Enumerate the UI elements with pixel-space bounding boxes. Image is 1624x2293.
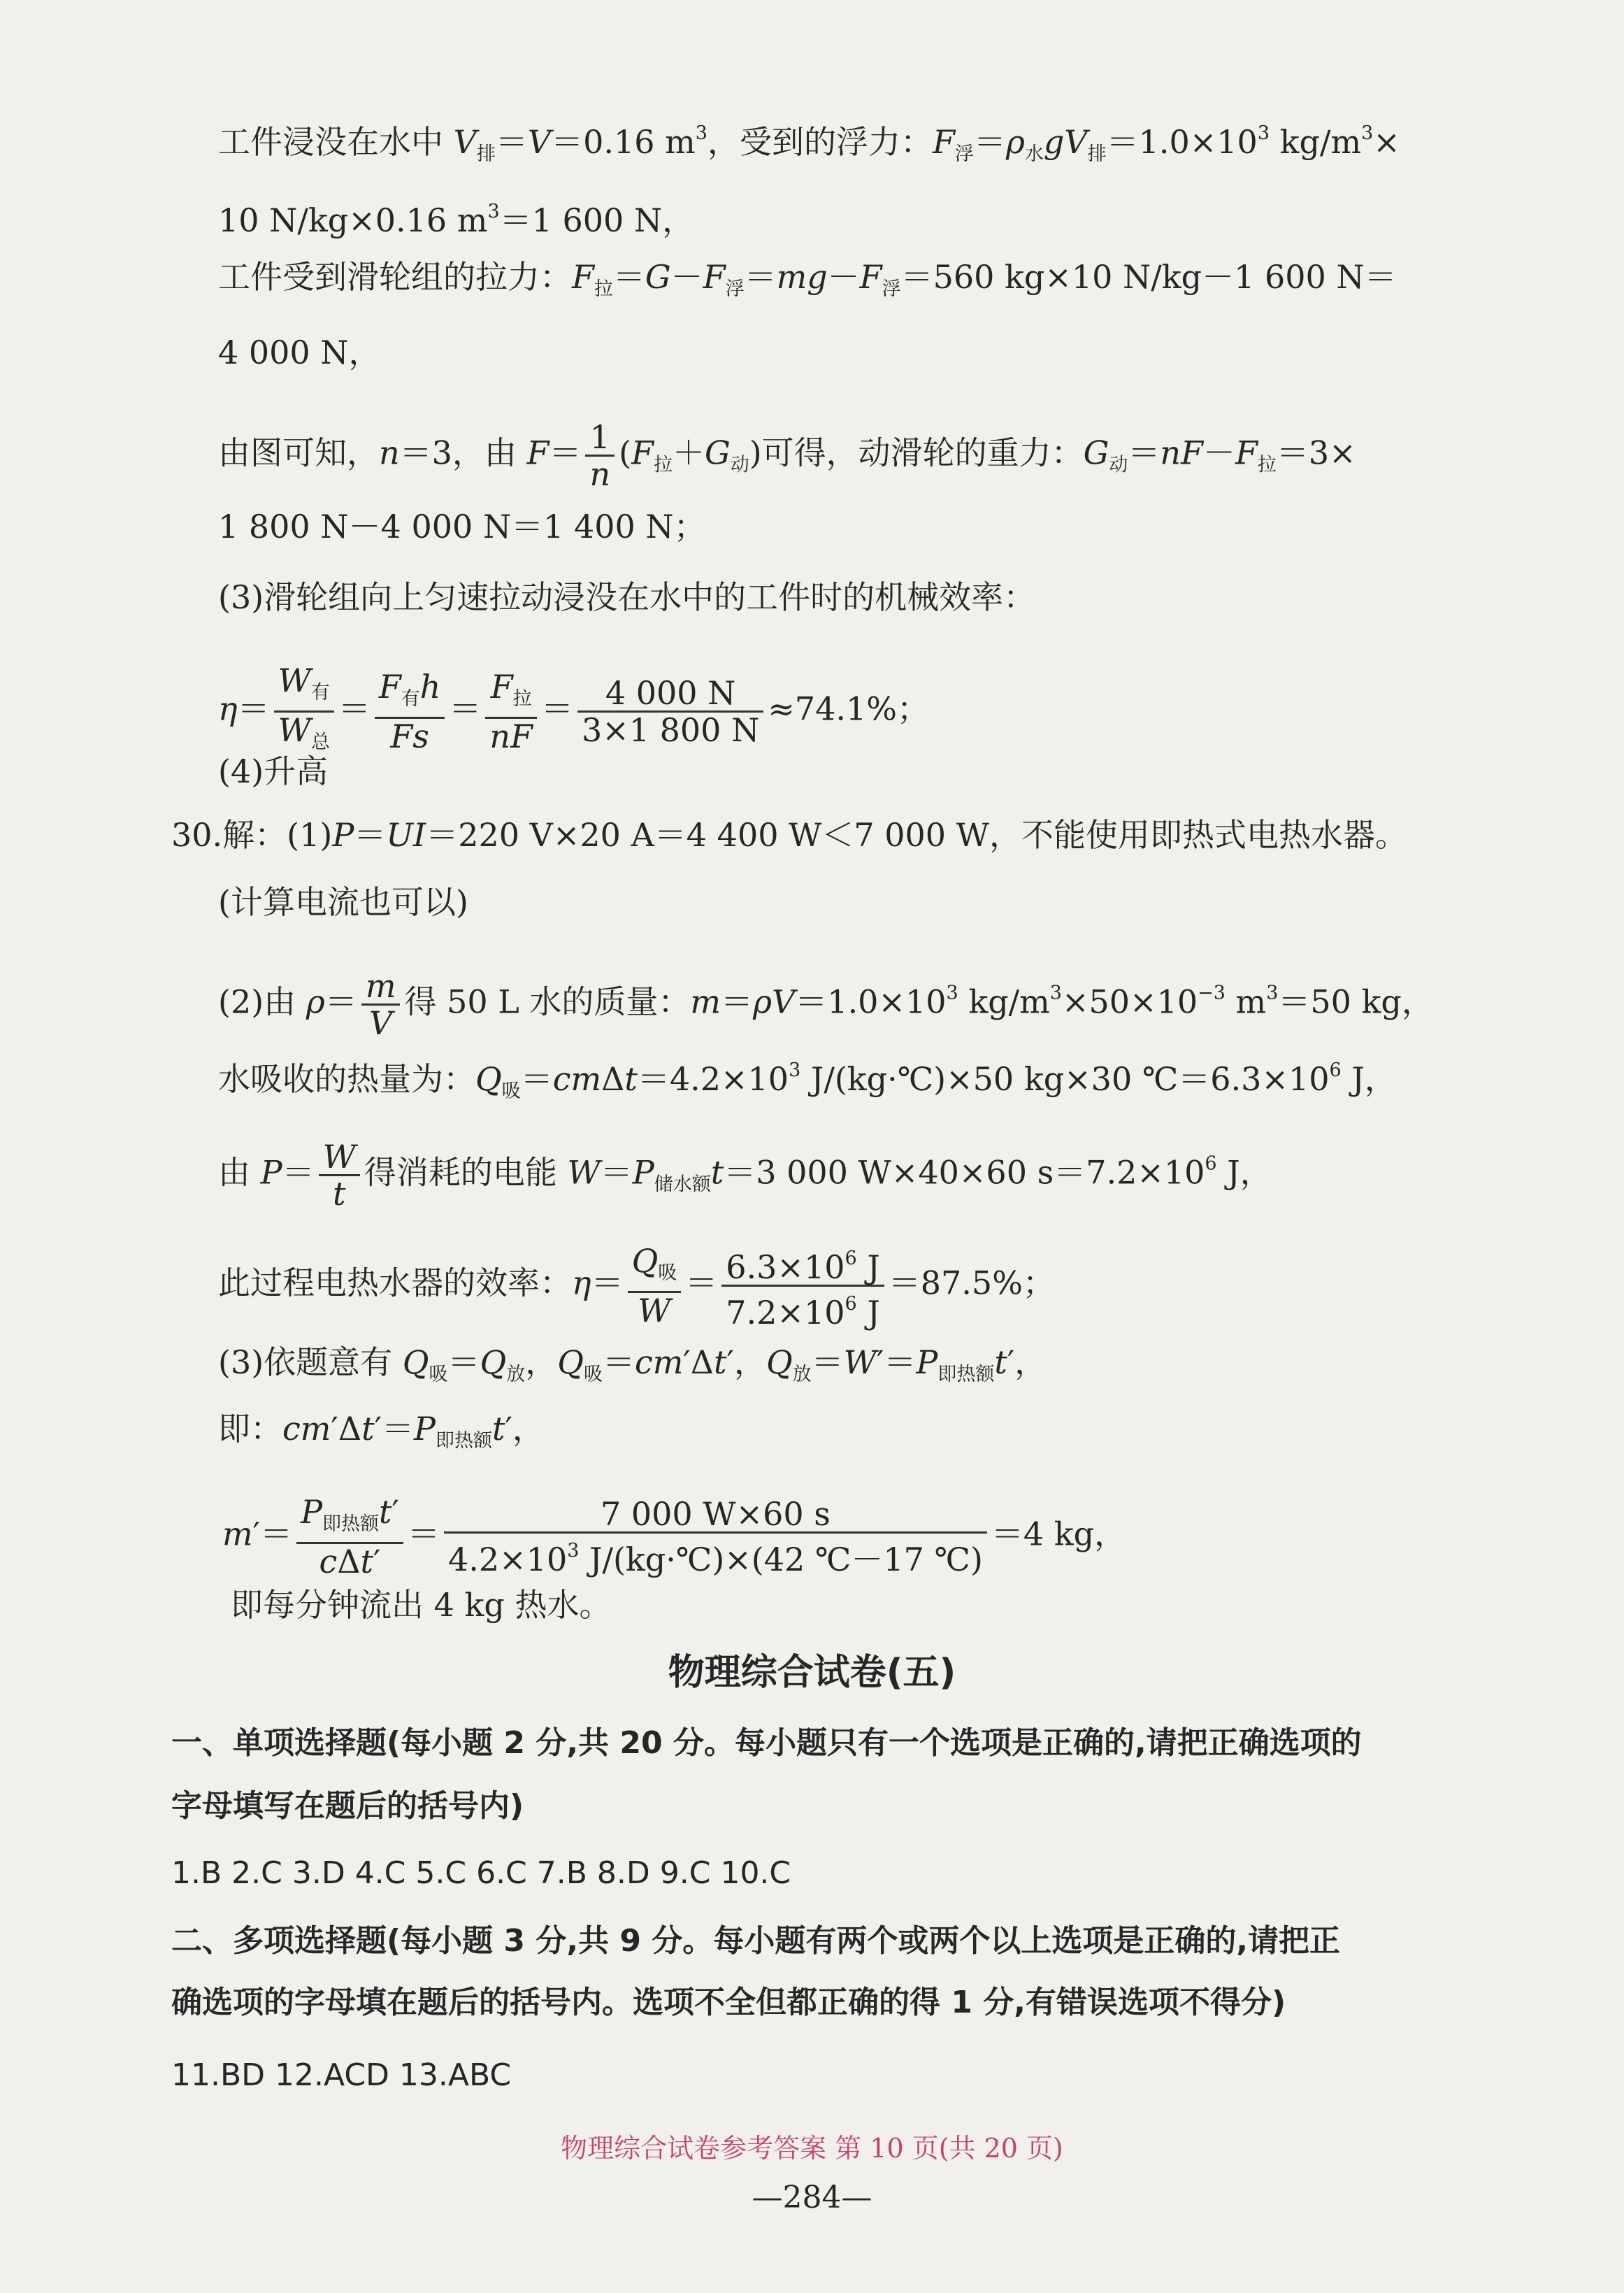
section-title: 物理综合试卷(五) (668, 1652, 956, 1694)
solution-line-buoyancy: 工件浸没在水中 $V_排=V=0.16$ $m^3$，受到的浮力：$F_浮=\rho_水gV_排=1.0\times 10^3$ $kg/m^3\times$ (218, 122, 1400, 165)
part1-answers: 1.B 2.C 3.D 4.C 5.C 6.C 7.B 8.D 9.C 10.C (171, 1855, 791, 1891)
part1-heading-line2: 字母填写在题后的括号内) (171, 1788, 524, 1824)
q30-part3-equation: 即：$cm'\Delta t'=P_{即热额}t'$， (218, 1410, 545, 1452)
q30-part2-mass: (2)由 ρ＝ $\frac{m}{V}$ 得 50 L 水的质量：$m=\rho V=1.0\times 10^3$ $kg/m^3\times 50\times 10^{-3}$ $m^3=50$ kg， (218, 967, 1434, 1042)
q30-part3-condition: (3)依题意有 $Q_吸=Q_放$，$Q_吸=cm'\Delta t'$，$Q_放=W'=P_{即热额}t'$， (218, 1343, 1047, 1385)
part1-heading-line1: 一、单项选择题(每小题 2 分,共 20 分。每小题只有一个选项是正确的,请把正确选项的 (171, 1725, 1362, 1761)
page-footer: 物理综合试卷参考答案 第 10 页(共 20 页) (561, 2133, 1063, 2164)
q30-heater-efficiency: 此过程电热水器的效率：η＝ $\frac{Q_吸}{W}$ ＝ $\frac{6.3\times 10^6 J}{7.2\times 10^6 J}$ ＝87.5%； (218, 1242, 1055, 1331)
q30-part1: 30.解：(1)P＝UI＝220 V×20 A＝4 400 W＜7 000 W，不能使用即热式电热水器。 (171, 816, 1407, 854)
q30-note: (计算电流也可以) (218, 883, 468, 921)
part2-answers: 11.BD 12.ACD 13.ABC (171, 2057, 512, 2093)
solution-line-pulley-weight-result: 1 800 N－4 000 N＝1 400 N； (218, 508, 706, 545)
solution-line-pulley-weight: 由图可知，n＝3，由 F＝ $\frac{1}{n}$ $(F_拉+G_动)$可得，动滑轮的重力：$G_动=nF-F_拉=3\times$ (218, 418, 1356, 493)
solution-line-pull-force: 工件受到滑轮组的拉力：$F_拉=G-F_浮=mg-F_浮=560$ kg×10 N/kg－1 600 N＝ (218, 258, 1397, 300)
page-number: —284— (752, 2180, 872, 2215)
solution-line-pull-force-result: 4 000 N， (218, 334, 381, 371)
solution-efficiency-equation: η＝ $\frac{W_有}{W_总}$ ＝ $\frac{F_有h}{Fs}$ ＝ $\frac{F_拉}{nF}$ ＝ $\frac{4 000 N}{3\times 1 800 N}$ ≈74.1%； (218, 662, 930, 755)
solution-line-buoyancy-result: 10 N/kg×0.16 $m^3=1$ 600 N， (218, 201, 695, 239)
q30-mass-result: m′＝ $\frac{P_{即热额}t'}{\text{cΔt′}}$ ＝ $\frac{7 000 W\times 60 s}{4.2\times 10^3 J/(kg\cdot℃)\times(42 ℃-17 ℃)}$ ＝4 kg， (222, 1493, 1127, 1580)
part2-heading-line1: 二、多项选择题(每小题 3 分,共 9 分。每小题有两个或两个以上选项是正确的,请把正 (171, 1923, 1341, 1959)
q30-electric-energy: 由 P＝ $\frac{W}{t}$ 得消耗的电能 $W=P_{储水额}t=3$ 000 W×40×60 $s=7.2\times 10^6$ J， (218, 1138, 1272, 1213)
q30-heat-absorbed: 水吸收的热量为：$Q_吸=cm\Delta t=4.2\times 10^3$ J/(kg·℃)×50 kg×30 $℃=6.3\times 10^6$ J， (218, 1059, 1397, 1102)
solution-part3-intro: (3)滑轮组向上匀速拉动浸没在水中的工件时的机械效率： (218, 578, 1036, 616)
solution-part4: (4)升高 (218, 752, 329, 790)
part2-heading-line2: 确选项的字母填在题后的括号内。选项不全但都正确的得 1 分,有错误选项不得分) (171, 1985, 1286, 2020)
q30-conclusion: 即每分钟流出 4 kg 热水。 (231, 1586, 612, 1624)
